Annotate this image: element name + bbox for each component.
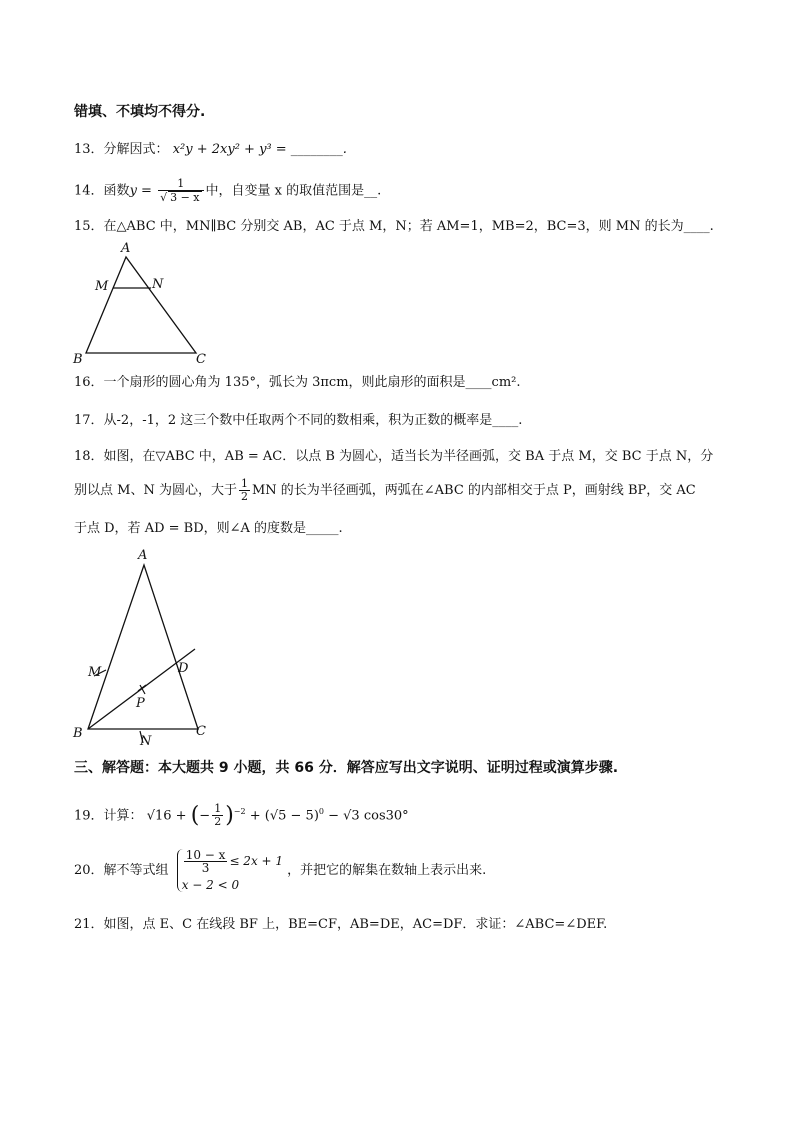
label-a-18: A xyxy=(138,548,148,563)
question-14 xyxy=(74,178,381,204)
q14-var: y = xyxy=(129,183,152,199)
question-18-line1: 18．如图，在▽ABC 中，AB = AC．以点 B 为圆心，适当长为半径画弧，交 BA 于点 M，交 BC 于点 N，分 xyxy=(74,449,714,464)
q20-post: ，并把它的解集在数轴上表示出来. xyxy=(287,863,487,878)
q20-system: $\frac{10 - x}{3}$ ≤ 2x + 1 x − 2 < 0 xyxy=(177,849,283,892)
question-13 xyxy=(74,141,347,159)
q14-number: 14． xyxy=(74,183,104,199)
label-d-18: D xyxy=(178,661,189,676)
q14-fraction xyxy=(158,178,203,204)
question-18-line2 xyxy=(74,478,696,503)
section-3-heading: 三、解答题：本大题共 9 小题，共 66 分．解答应写出文字说明、证明过程或演算步骤. xyxy=(74,760,619,776)
section-header-note: 错填、不填均不得分. xyxy=(74,104,206,120)
triangle-figure-15 xyxy=(68,240,218,370)
triangle-abc xyxy=(86,257,196,353)
label-c: C xyxy=(196,352,206,367)
label-n-18: N xyxy=(140,734,152,749)
label-m-18: M xyxy=(88,665,102,680)
question-16: 16．一个扇形的圆心角为 135°，弧长为 3πcm，则此扇形的面积是____cm². xyxy=(74,375,521,390)
q19-fraction: $\frac{1}{2}$ xyxy=(214,802,222,829)
q13-number: 13． xyxy=(74,142,104,157)
q14-denominator: √ 3 − x xyxy=(160,191,200,204)
triangle-figure-18 xyxy=(68,545,218,750)
q18-line2-pre: 别以点 M、N 为圆心，大于 xyxy=(74,483,237,498)
q13-label: 分解因式： xyxy=(103,142,169,157)
q19-exp1: −2 xyxy=(233,807,246,816)
label-n: N xyxy=(152,277,164,292)
question-17: 17．从-2，-1，2 这三个数中任取两个不同的数相乘，积为正数的概率是____. xyxy=(74,413,523,428)
question-20 xyxy=(74,848,486,900)
q18-fraction: $\frac{1}{2}$ xyxy=(240,477,248,503)
question-21: 21．如图，点 E、C 在线段 BF 上，BE=CF，AB=DE，AC=DF．求证：∠ABC=∠DEF. xyxy=(74,917,608,932)
question-19: 19．计算： √16 + (− $\frac{1}{2}$ )$^{-2} + (√5 - 5)^0 - √3$ cos30° xyxy=(74,802,409,829)
label-p-18: P xyxy=(136,696,145,711)
q20-number: 20． xyxy=(74,863,104,878)
label-b-18: B xyxy=(73,726,83,741)
question-18-line3: 于点 D，若 AD = BD，则∠A 的度数是_____. xyxy=(74,521,343,536)
q18-line2-post: MN 的长为半径画弧，两弧在∠ABC 的内部相交于点 P，画射线 BP，交 AC xyxy=(251,483,696,498)
q14-post: 中，自变量 x 的取值范围是__. xyxy=(205,183,382,199)
label-c-18: C xyxy=(196,724,206,739)
label-a: A xyxy=(121,241,131,256)
label-b: B xyxy=(73,352,83,367)
q19-term2: + (√5 − 5) xyxy=(249,808,319,824)
q19-exp2: 0 xyxy=(318,807,324,816)
q19-number: 19． xyxy=(74,808,104,824)
q19-label: 计算： xyxy=(103,808,143,824)
question-15: 15．在△ABC 中，MN∥BC 分别交 AB，AC 于点 M，N；若 AM=1，MB=2，BC=3，则 MN 的长为____. xyxy=(74,219,714,234)
q14-pre: 函数 xyxy=(103,183,130,199)
q20-label: 解不等式组 xyxy=(103,863,169,878)
q14-numerator: 1 xyxy=(158,178,203,191)
q13-expression: x²y + 2xy² + y³ = ________. xyxy=(172,142,347,157)
label-m: M xyxy=(95,279,109,294)
arc-mark-p xyxy=(138,685,146,694)
q19-term3: − √3 cos30° xyxy=(328,808,409,824)
q19-term1: √16 + xyxy=(146,808,187,824)
